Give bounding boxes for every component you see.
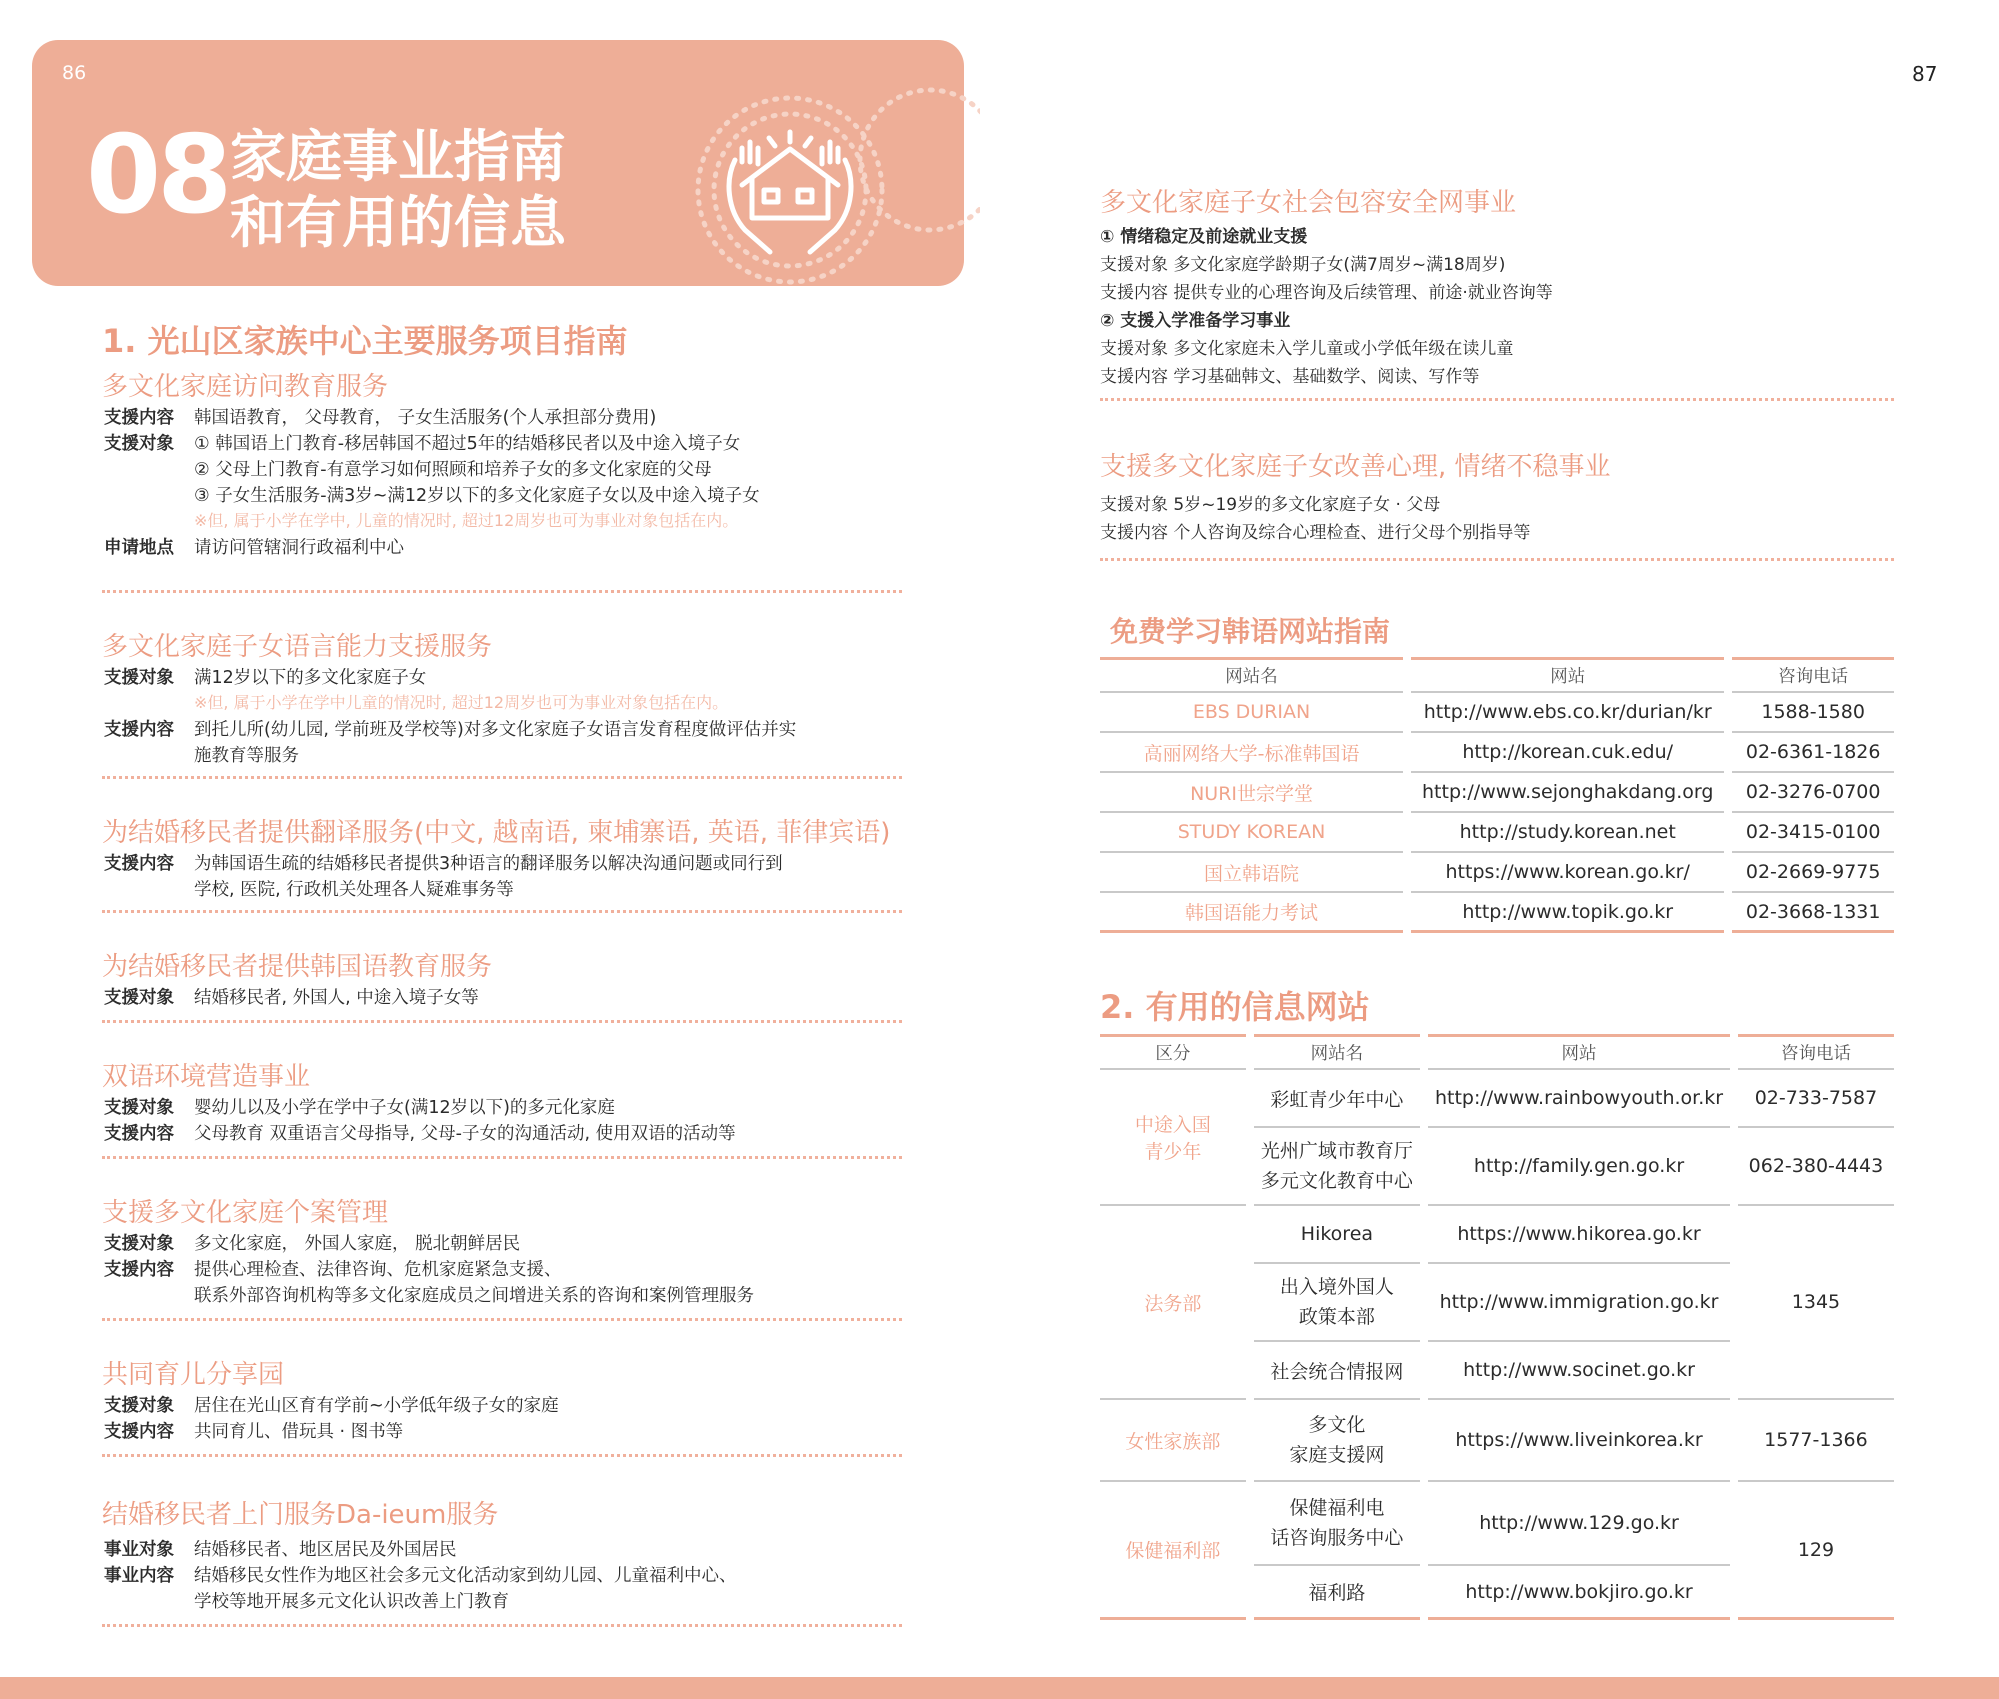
block-title: 为结婚移民者提供翻译服务(中文, 越南语, 柬埔寨语, 英语, 菲律宾语) (102, 818, 891, 848)
section1-title: 1. 光山区家族中心主要服务项目指南 (102, 322, 628, 360)
col-header: 网站名 (1100, 657, 1403, 693)
chapter-title-line1: 家庭事业指南 (230, 125, 566, 190)
col-header: 咨询电话 (1732, 657, 1894, 693)
site-phone: 1588-1580 (1732, 693, 1894, 733)
safety-net-line: 支援对象 多文化家庭学龄期子女(满7周岁~满18周岁) (1100, 255, 1506, 275)
divider (102, 1020, 902, 1023)
site-name: 光州广域市教育厅 多元文化教育中心 (1254, 1128, 1420, 1206)
korean-sites-title: 免费学习韩语网站指南 (1110, 615, 1391, 648)
site-url[interactable]: http://www.topik.go.kr (1411, 893, 1724, 933)
table-row (1100, 693, 1894, 733)
table-row (1100, 1070, 1894, 1128)
table-row (1100, 773, 1894, 813)
divider (102, 1318, 902, 1321)
category-cell: 法务部 (1100, 1206, 1246, 1400)
psych-title: 支援多文化家庭子女改善心理, 情绪不稳事业 (1100, 452, 1611, 482)
col-header: 咨询电话 (1738, 1034, 1894, 1070)
divider (102, 910, 902, 913)
site-name: 彩虹青少年中心 (1254, 1070, 1420, 1128)
psych-line: 支援对象 5岁~19岁的多文化家庭子女 · 父母 (1100, 495, 1441, 515)
psych-line: 支援内容 个人咨询及综合心理检查、进行父母个别指导等 (1100, 523, 1531, 543)
site-phone: 02-6361-1826 (1732, 733, 1894, 773)
site-url[interactable]: https://www.hikorea.go.kr (1428, 1206, 1730, 1264)
site-phone: 1345 (1738, 1206, 1894, 1400)
chapter-number: 08 (86, 113, 229, 238)
chapter-title-line2: 和有用的信息 (230, 191, 566, 256)
block-title: 支援多文化家庭个案管理 (102, 1198, 389, 1228)
page-number-right: 87 (1912, 62, 1938, 86)
block-title: 共同育儿分享园 (102, 1360, 285, 1390)
site-phone: 1577-1366 (1738, 1400, 1894, 1482)
table-row (1100, 853, 1894, 893)
site-name: NURI世宗学堂 (1100, 773, 1403, 813)
footer-bar (0, 1677, 1999, 1699)
block-title: 多文化家庭访问教育服务 (102, 372, 389, 402)
site-name: STUDY KOREAN (1100, 813, 1403, 853)
page-number-left: 86 (62, 62, 87, 84)
table-row (1100, 813, 1894, 853)
safety-net-line: 支援内容 提供专业的心理咨询及后续管理、前途·就业咨询等 (1100, 283, 1553, 303)
site-phone: 062-380-4443 (1738, 1128, 1894, 1206)
divider (1100, 398, 1894, 401)
site-name: 保健福利电 话咨询服务中心 (1254, 1482, 1420, 1566)
korean-sites-table (1092, 657, 1902, 933)
site-url[interactable]: http://www.129.go.kr (1428, 1482, 1730, 1566)
site-name: 韩国语能力考试 (1100, 893, 1403, 933)
site-phone: 02-3668-1331 (1732, 893, 1894, 933)
site-url[interactable]: http://www.rainbowyouth.or.kr (1428, 1070, 1730, 1128)
safety-net-line: 支援对象 多文化家庭未入学儿童或小学低年级在读儿童 (1100, 339, 1514, 359)
divider (102, 776, 902, 779)
category-cell: 女性家族部 (1100, 1400, 1246, 1482)
site-phone: 02-3415-0100 (1732, 813, 1894, 853)
site-name: 多文化 家庭支援网 (1254, 1400, 1420, 1482)
block-title: 为结婚移民者提供韩国语教育服务 (102, 952, 493, 982)
site-phone: 129 (1738, 1482, 1894, 1620)
family-home-icon (680, 50, 980, 286)
site-name: 国立韩语院 (1100, 853, 1403, 893)
site-url[interactable]: http://www.sejonghakdang.org (1411, 773, 1724, 813)
col-header: 区分 (1100, 1034, 1246, 1070)
site-url[interactable]: http://family.gen.go.kr (1428, 1128, 1730, 1206)
divider (102, 1156, 902, 1159)
table-row (1100, 1482, 1894, 1566)
site-url[interactable]: http://www.ebs.co.kr/durian/kr (1411, 693, 1724, 733)
col-header: 网站 (1411, 657, 1724, 693)
divider (102, 1454, 902, 1457)
safety-net-title: 多文化家庭子女社会包容安全网事业 (1100, 188, 1517, 218)
divider (102, 1624, 902, 1627)
site-name: 高丽网络大学-标准韩国语 (1100, 733, 1403, 773)
site-url[interactable]: http://www.immigration.go.kr (1428, 1264, 1730, 1342)
table-row (1100, 733, 1894, 773)
site-name: Hikorea (1254, 1206, 1420, 1264)
site-url[interactable]: http://www.socinet.go.kr (1428, 1342, 1730, 1400)
divider (102, 590, 902, 593)
site-phone: 02-2669-9775 (1732, 853, 1894, 893)
block-title: 双语环境营造事业 (102, 1062, 311, 1092)
useful-sites-table (1092, 1034, 1902, 1620)
block-title: 多文化家庭子女语言能力支援服务 (102, 632, 493, 662)
table-row (1100, 1206, 1894, 1264)
safety-net-line: ① 情绪稳定及前途就业支援 (1100, 227, 1308, 247)
site-name: EBS DURIAN (1100, 693, 1403, 733)
safety-net-line: ② 支援入学准备学习事业 (1100, 311, 1291, 331)
site-name: 社会统合情报网 (1254, 1342, 1420, 1400)
site-url[interactable]: http://korean.cuk.edu/ (1411, 733, 1724, 773)
site-phone: 02-733-7587 (1738, 1070, 1894, 1128)
useful-sites-title: 2. 有用的信息网站 (1100, 988, 1370, 1026)
col-header: 网站 (1428, 1034, 1730, 1070)
divider (1100, 558, 1894, 561)
table-row (1100, 1400, 1894, 1482)
site-url[interactable]: http://study.korean.net (1411, 813, 1724, 853)
site-url[interactable]: https://www.korean.go.kr/ (1411, 853, 1724, 893)
block-title: 结婚移民者上门服务Da-ieum服务 (102, 1500, 499, 1530)
category-cell: 中途入国 青少年 (1100, 1070, 1246, 1206)
category-cell: 保健福利部 (1100, 1482, 1246, 1620)
safety-net-line: 支援内容 学习基础韩文、基础数学、阅读、写作等 (1100, 367, 1480, 387)
site-url[interactable]: http://www.bokjiro.go.kr (1428, 1566, 1730, 1620)
site-name: 福利路 (1254, 1566, 1420, 1620)
site-phone: 02-3276-0700 (1732, 773, 1894, 813)
col-header: 网站名 (1254, 1034, 1420, 1070)
table-row (1100, 893, 1894, 933)
site-name: 出入境外国人 政策本部 (1254, 1264, 1420, 1342)
site-url[interactable]: https://www.liveinkorea.kr (1428, 1400, 1730, 1482)
